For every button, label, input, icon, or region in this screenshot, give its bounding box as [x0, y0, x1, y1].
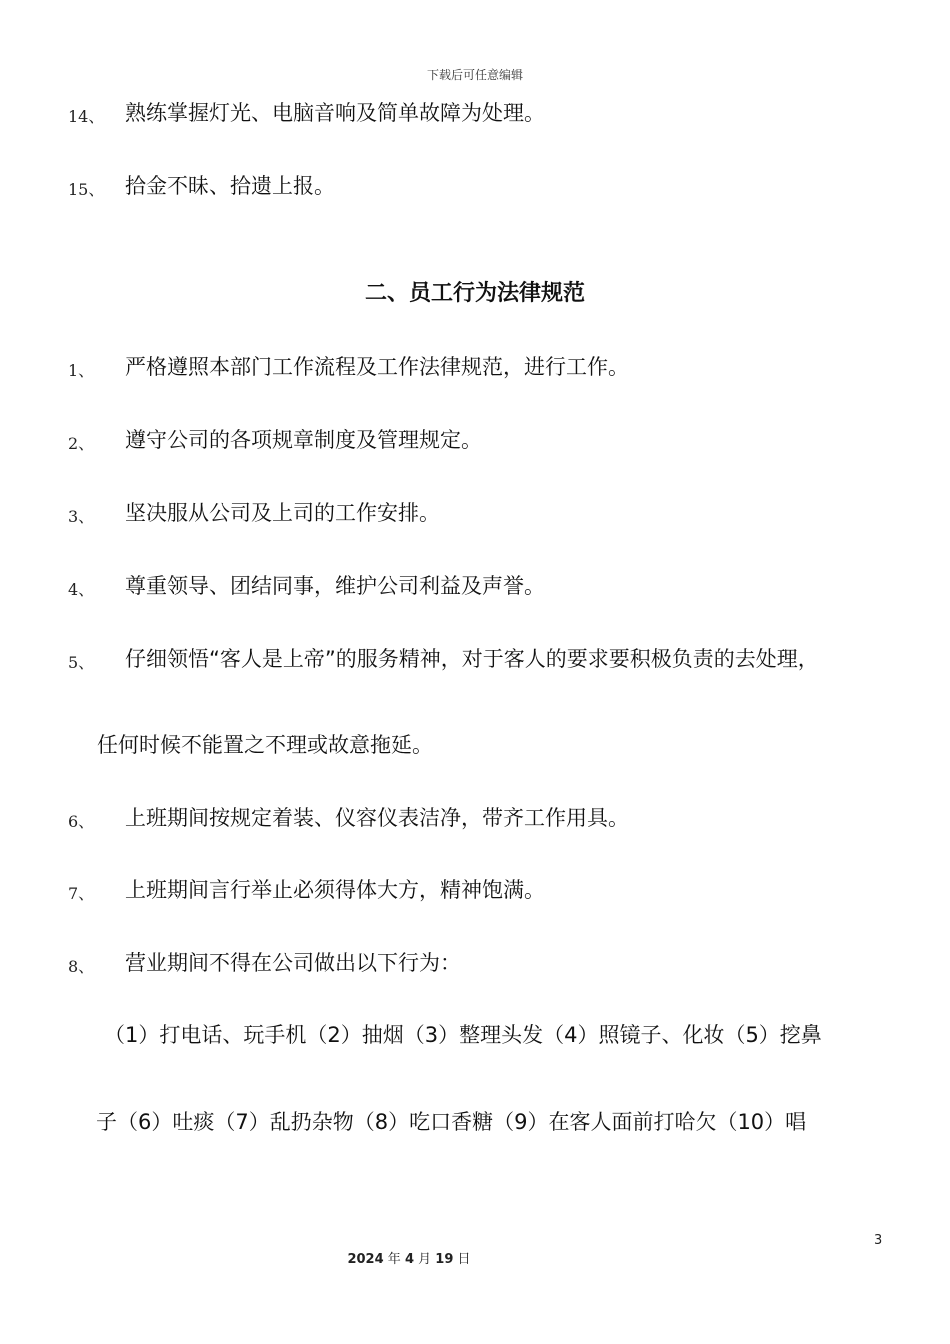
footer-year-unit: 年	[387, 1252, 401, 1267]
list-item-15	[0, 169, 950, 205]
section-title: 二、员工行为法律规范	[364, 281, 585, 306]
list-item-8	[0, 946, 950, 982]
list-item-7	[0, 873, 950, 909]
item-text: 遵守公司的各项规章制度及管理规定。	[125, 428, 482, 452]
item-number: 4、	[68, 580, 95, 599]
item-number: 6、	[68, 812, 95, 831]
footer-month-unit: 月	[418, 1252, 432, 1267]
item-number: 3、	[68, 507, 95, 526]
item-number: 8、	[68, 957, 95, 976]
footer-year: 2024	[347, 1252, 384, 1267]
item-text: 营业期间不得在公司做出以下行为：	[125, 951, 461, 975]
footer-month: 4	[404, 1252, 414, 1267]
item-text: 熟练掌握灯光、电脑音响及简单故障为处理。	[125, 101, 545, 125]
footer-day-unit: 日	[457, 1252, 471, 1267]
list-item-2	[0, 423, 950, 459]
item-number: 7、	[68, 884, 95, 903]
item-number: 2、	[68, 434, 95, 453]
sub-line: 子（6）吐痰（7）乱扔杂物（8）吃口香糖（9）在客人面前打哈欠（10）唱	[96, 1110, 807, 1134]
list-item-3	[0, 496, 950, 532]
footer-day: 19	[435, 1252, 454, 1267]
list-item-5	[0, 642, 950, 678]
item-text: 拾金不昧、拾遗上报。	[125, 174, 335, 198]
item-continuation: 任何时候不能置之不理或故意拖延。	[97, 733, 433, 757]
item-text: 严格遵照本部门工作流程及工作法律规范，进行工作。	[125, 355, 629, 379]
sub-line: （1）打电话、玩手机（2）抽烟（3）整理头发（4）照镜子、化妆（5）挖鼻	[104, 1023, 822, 1047]
header-note: 下载后可任意编辑	[426, 68, 523, 82]
item-text: 尊重领导、团结同事，维护公司利益及声誉。	[125, 574, 545, 598]
list-item-6	[0, 801, 950, 837]
item-text: 坚决服从公司及上司的工作安排。	[125, 501, 440, 525]
list-item-1	[0, 350, 950, 386]
item-number: 5、	[68, 653, 95, 672]
page-number: 3	[874, 1233, 883, 1248]
item-number: 14、	[68, 107, 105, 126]
item-text: 上班期间按规定着装、仪容仪表洁净，带齐工作用具。	[125, 806, 629, 830]
item-text: 仔细领悟“客人是上帝”的服务精神，对于客人的要求要积极负责的去处理，	[125, 647, 819, 671]
item-number: 15、	[68, 180, 105, 199]
list-item-4	[0, 569, 950, 605]
item-text: 上班期间言行举止必须得体大方，精神饱满。	[125, 878, 545, 902]
list-item-14	[0, 96, 950, 132]
footer-date	[0, 1248, 818, 1267]
item-number: 1、	[68, 361, 95, 380]
